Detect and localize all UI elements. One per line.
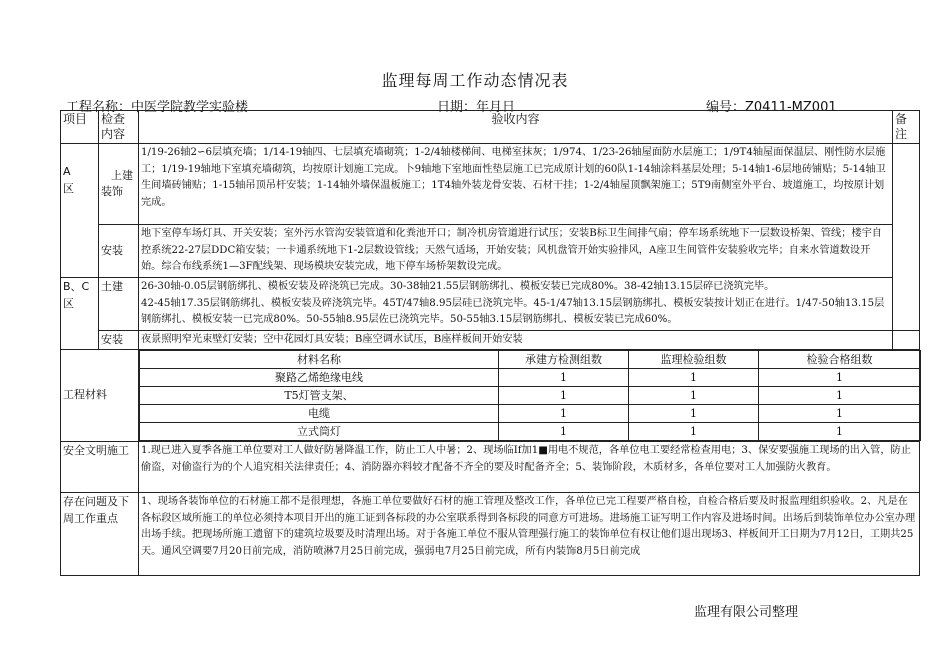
material-supervisor-count: 1 <box>629 405 759 423</box>
zone-bc-label: B、C 区 <box>61 278 99 350</box>
material-contractor-count: 1 <box>499 423 629 441</box>
issues-text: 1、现场各装饰单位的石材施工都不是很理想，各施工单位要做好石材的施工管理及整改工作，各单位已完工程要严格自检，自检合格后要及时报监理组织验收。2、凡是在各标段区域所施工的单位必须持本项目开出的施工证到各标段的办公室联系得到各标段的同意方可进场。进场施工证写明工作内容及进场时间。出场后到装饰单位办公室办理出场手续。把现场所施工遗留下的建筑垃圾要及时清理出场。对于各施工单位不服从管理强行施工的装饰单位有权让他们退出现场3、样板间开工日期为7月12日，工期共25天。通风空调要7月20日前完成，消防喷淋7月25日前完成，强弱电7月25日前完成，所有内装饰8月5日前完成 <box>139 493 920 576</box>
materials-header-passed: 检验合格组数 <box>759 351 921 369</box>
safety-label: 安全文明施工 <box>61 442 139 493</box>
materials-row-4 <box>140 423 921 441</box>
zone-bc-note <box>893 330 920 350</box>
header-row <box>61 111 920 144</box>
safety-row <box>61 442 920 493</box>
materials-header-supervisor: 监理检验组数 <box>629 351 759 369</box>
zone-a-decor-label: 上建 装饰 <box>99 144 139 225</box>
header-item: 项目 <box>61 111 99 144</box>
materials-cell <box>139 350 920 442</box>
materials-row <box>61 350 920 442</box>
header-check: 检查 内容 <box>99 111 139 144</box>
zone-bc-install-row <box>61 330 920 350</box>
materials-row-1 <box>140 369 921 387</box>
safety-text: 1.现已进入夏季各施工单位要对工人做好防暑降温工作，防止工人中暑；2、现场临If加1■用电不规范，各单位电工要经常检查用电；3、保安要强施工现场的出入管，防止偷盗，对偷盗行为的个人追究相关法律责任；4、消防器亦料较才配备不齐全的要及时配备齐全；5、装饰阶段，木质材多，各单位要对工人加强防火教育。 <box>139 442 920 493</box>
materials-table <box>139 350 921 441</box>
zone-bc-install-label: 安装 <box>99 330 139 350</box>
materials-header-name: 材料名称 <box>140 351 499 369</box>
materials-header-row <box>140 351 921 369</box>
material-passed-count: 1 <box>759 423 921 441</box>
zone-a-decor-row <box>61 144 920 225</box>
materials-row-2 <box>140 387 921 405</box>
zone-a-install-text: 地下室停车场灯具、开关安装；室外污水管沟安装管道和化粪池开口；制冷机房管道进行试压；安装B标卫生间排气扇；停车场系统地下一层数设桥架、管线；楼宇自控系统22-27层DDC箱安装；一卡通系统地下1-2层数设管线；天然气适场，开始安装；风机盘管开始实验排风，A座卫生间管件安装验收完毕；自来水管道数设开始。综合布线系统1—3F配线架、现场模块安装完成，地下停车场桥架数设完成。 <box>139 225 893 278</box>
zone-a-label: A 区 <box>61 144 99 278</box>
weekly-report-table <box>60 110 920 576</box>
issues-row <box>61 493 920 576</box>
zone-a-install-label: 安装 <box>99 225 139 278</box>
materials-label: 工程材料 <box>61 350 139 442</box>
material-contractor-count: 1 <box>499 405 629 423</box>
zone-bc-install-text: 夜景照明窄光束壁灯安装；空中花园灯具安装；B座空调水试压，B座样板间开始安装 <box>139 330 893 350</box>
header-note: 备 注 <box>893 111 920 144</box>
materials-header-contractor: 承建方检测组数 <box>499 351 629 369</box>
header-content: 验收内容 <box>139 111 893 144</box>
zone-bc-civil-text: 26-30轴-0.05层钢筋绑扎、模板安装及碎浇筑已完成。30-38轴21.55层钢筋绑扎、模板安装已完成80%。38-42轴13.15层碎已浇筑完毕。 42-45轴17.35层钢筋绑扎、模板安装及碎浇筑完毕。45T/47轴8.95层硅已浇筑完毕。45-1/47轴13.15层钢筋绑扎、模板安装按计划正在进行。1/47-50轴13.15层钢筋绑扎、模板安装一已完成80%。50-55轴8.95层佐已浇筑完毕。50-55轴3.15层钢筋绑扎、模板安装已完成60%。 <box>139 278 893 331</box>
material-contractor-count: 1 <box>499 387 629 405</box>
material-supervisor-count: 1 <box>629 423 759 441</box>
project-name: 工程名称：中医学院教学实验楼 <box>66 100 249 115</box>
material-passed-count: 1 <box>759 387 921 405</box>
material-name: 立式筒灯 <box>140 423 499 441</box>
materials-row-3 <box>140 405 921 423</box>
zone-a-decor-text: 1/19-26轴2∽6层填充墙；1/14-19轴四、七层填充墙砌筑；1-2/4轴楼梯间、电梯室抹灰；1/974、1/23-26轴屋面防水层施工；1/9T4轴屋面保温层、刚性防水层施工；1/19-19轴地下室填充墙砌筑，均按原计划施工完成。卜9轴地下室地面性垫层施工已完成原计划的60队1-14轴涂料基层处理；5-14轴1-6层地砖铺贴；5-14轴卫生间墙砖铺贴；1-15轴吊顶吊杆安装；1-14轴外墙保温板施工；1T4轴外装龙骨安装、石材干挂；1-2/4轴屋顶飘架施工；5T9南侧室外平台、坡道施工，均按原计划完成。 <box>139 144 893 225</box>
material-passed-count: 1 <box>759 405 921 423</box>
report-number: 编号：Z0411-MZ001 <box>706 100 837 115</box>
material-name: 聚路乙烯绝缘电线 <box>140 369 499 387</box>
material-contractor-count: 1 <box>499 369 629 387</box>
zone-a-note <box>893 144 920 331</box>
material-supervisor-count: 1 <box>629 387 759 405</box>
material-name: T5灯管支架、 <box>140 387 499 405</box>
issues-label: 存在问题及下周工作重点 <box>61 493 139 576</box>
zone-bc-civil-row <box>61 278 920 331</box>
page-title: 监理每周工作动态情况表 <box>381 71 569 90</box>
zone-a-install-row <box>61 225 920 278</box>
material-passed-count: 1 <box>759 369 921 387</box>
zone-bc-civil-label: 土建 <box>99 278 139 331</box>
footer-signature: 监理有限公司整理 <box>694 605 799 620</box>
material-supervisor-count: 1 <box>629 369 759 387</box>
material-name: 电缆 <box>140 405 499 423</box>
report-date: 日期：年月日 <box>437 100 516 115</box>
